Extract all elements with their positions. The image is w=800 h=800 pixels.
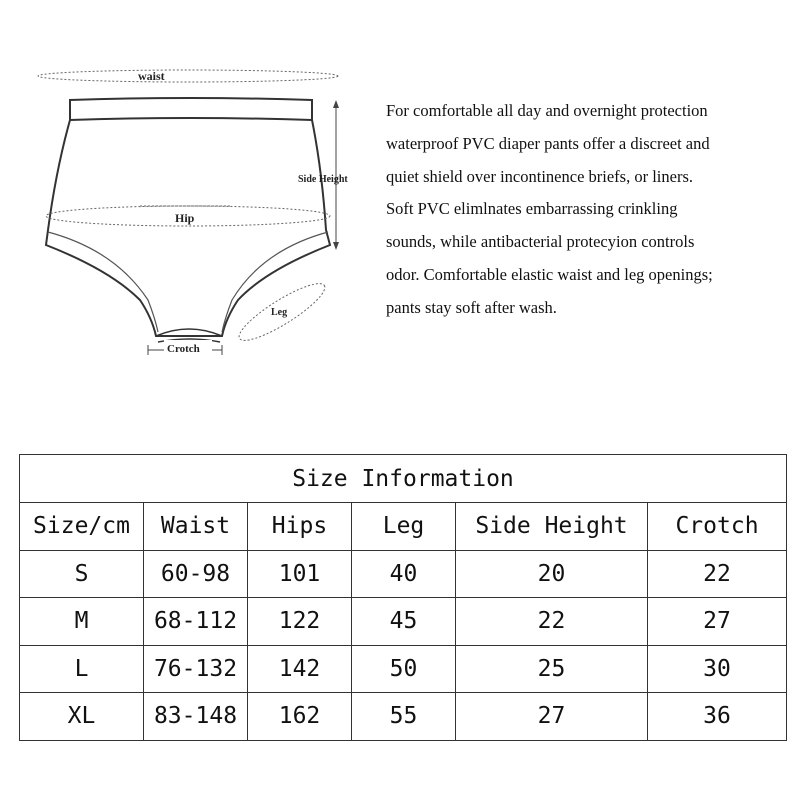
crotch-cell: 36 xyxy=(648,693,787,741)
column-header-hips: Hips xyxy=(248,503,352,551)
hips-cell: 142 xyxy=(248,645,352,693)
size-cell: XL xyxy=(20,693,144,741)
leg-label: Leg xyxy=(271,307,288,318)
hips-cell: 122 xyxy=(248,598,352,646)
side-height-cell: 27 xyxy=(456,693,648,741)
left-leg-opening xyxy=(48,232,158,332)
crotch-cell: 27 xyxy=(648,598,787,646)
table-row xyxy=(20,550,787,598)
crotch-cell: 30 xyxy=(648,645,787,693)
waist-cell: 76-132 xyxy=(144,645,248,693)
hips-cell: 101 xyxy=(248,550,352,598)
pants-outline xyxy=(46,120,330,336)
description-line: sounds, while antibacterial protecyion controls xyxy=(386,232,695,252)
side-height-cell: 22 xyxy=(456,598,648,646)
table-title: Size Information xyxy=(20,455,787,503)
column-header-crotch: Crotch xyxy=(648,503,787,551)
table-row xyxy=(20,693,787,741)
measurement-diagram xyxy=(0,0,380,390)
hips-cell: 162 xyxy=(248,693,352,741)
size-table xyxy=(19,454,787,741)
hip-label: Hip xyxy=(175,211,195,225)
waist-cell: 68-112 xyxy=(144,598,248,646)
description-line: waterproof PVC diaper pants offer a discreet and xyxy=(386,133,710,153)
column-header-side-height: Side Height xyxy=(456,503,648,551)
product-description xyxy=(386,95,786,325)
table-header-row xyxy=(20,503,787,551)
table-row xyxy=(20,598,787,646)
description-line: For comfortable all day and overnight protection xyxy=(386,101,708,120)
table-title-row xyxy=(20,455,787,503)
description-line: Soft PVC elimlnates embarrassing crinkling xyxy=(386,199,678,219)
waist-cell: 60-98 xyxy=(144,550,248,598)
side-height-cell: 20 xyxy=(456,550,648,598)
column-header-size: Size/cm xyxy=(20,503,144,551)
leg-cell: 55 xyxy=(352,693,456,741)
leg-cell: 45 xyxy=(352,598,456,646)
crotch-cell: 22 xyxy=(648,550,787,598)
description-line: quiet shield over incontinence briefs, or liners. xyxy=(386,166,693,186)
side-height-cell: 25 xyxy=(456,645,648,693)
description-line: odor. Comfortable elastic waist and leg openings; xyxy=(386,264,713,284)
description-line: pants stay soft after wash. xyxy=(386,297,557,317)
side-height-label: Side Height xyxy=(298,174,348,185)
crotch-label: Crotch xyxy=(167,343,200,355)
table-row xyxy=(20,645,787,693)
column-header-leg: Leg xyxy=(352,503,456,551)
size-cell: M xyxy=(20,598,144,646)
size-cell: L xyxy=(20,645,144,693)
crotch-curve xyxy=(156,329,222,336)
leg-cell: 50 xyxy=(352,645,456,693)
waist-measure-line xyxy=(38,70,338,82)
column-header-waist: Waist xyxy=(144,503,248,551)
side-height-arrow-top xyxy=(333,100,339,108)
leg-cell: 40 xyxy=(352,550,456,598)
waist-cell: 83-148 xyxy=(144,693,248,741)
waistband xyxy=(70,98,312,120)
waist-label: waist xyxy=(138,69,165,83)
size-cell: S xyxy=(20,550,144,598)
side-height-arrow-bottom xyxy=(333,242,339,250)
